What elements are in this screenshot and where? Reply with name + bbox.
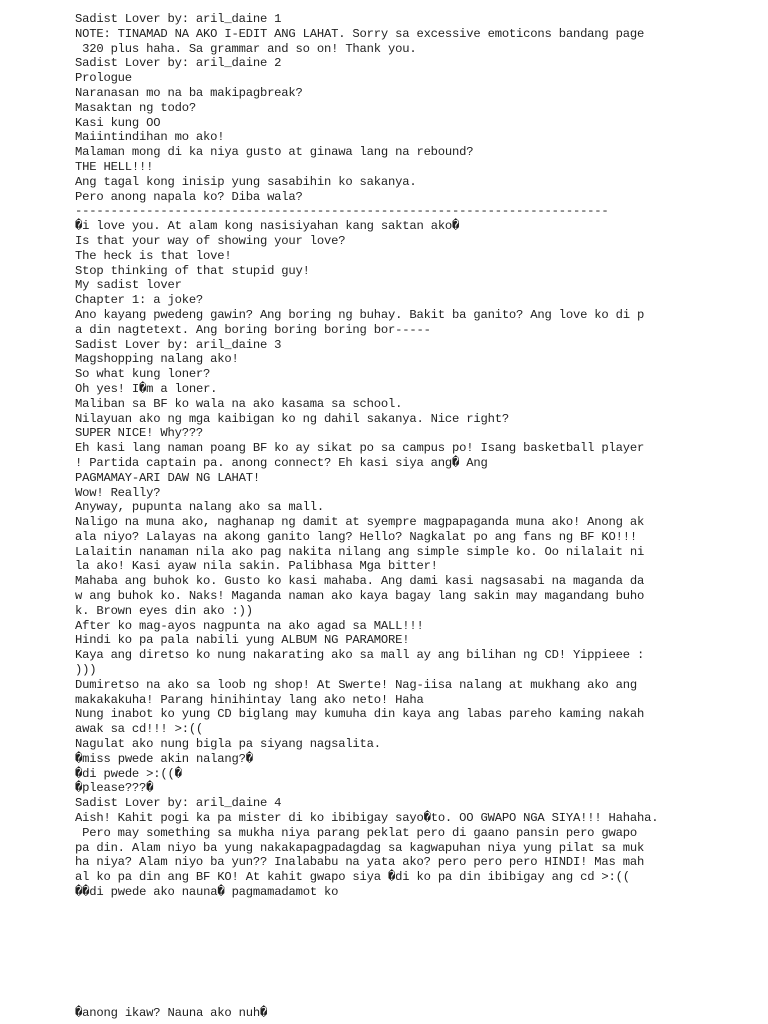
document-line: 320 plus haha. Sa grammar and so on! Thank you. [75, 41, 417, 56]
document-line: Pero may something sa mukha niya parang peklat pero di gaano pansin pero gwapo [75, 825, 637, 840]
document-line: Maiintindihan mo ako! [75, 130, 225, 145]
document-line: Sadist Lover by: aril_daine 2 [75, 56, 282, 71]
document-line: ))) [75, 663, 97, 678]
document-line: Hindi ko pa pala nabili yung ALBUM NG PARAMORE! [75, 633, 410, 648]
document-line: The heck is that love! [75, 248, 232, 263]
document-line: Nung inabot ko yung CD biglang may kumuha din kaya ang labas pareho kaming nakah [75, 707, 645, 722]
document-line: Is that your way of showing your love? [75, 233, 346, 248]
document-line: makakakuha! Parang hinihintay lang ako neto! Haha [75, 692, 424, 707]
document-line: Masaktan ng todo? [75, 100, 196, 115]
document-line: So what kung loner? [75, 367, 211, 382]
document-line: Kaya ang diretso ko nung nakarating ako sa mall ay ang bilihan ng CD! Yippieee : [75, 648, 645, 663]
document-line: Stop thinking of that stupid guy! [75, 263, 310, 278]
document-line: Ano kayang pwedeng gawin? Ang boring ng buhay. Bakit ba ganito? Ang love ko di p [75, 307, 645, 322]
document-line: Chapter 1: a joke? [75, 293, 204, 308]
document-line: a din nagtetext. Ang boring boring boring bor----- [75, 322, 431, 337]
document-line: �i love you. At alam kong nasisiyahan kang saktan ako� [75, 219, 460, 234]
document-line: Maliban sa BF ko wala na ako kasama sa school. [75, 396, 403, 411]
document-line: Nagulat ako nung bigla pa siyang nagsalita. [75, 737, 381, 752]
document-line: ha niya? Alam niyo ba yun?? Inalababu na yata ako? pero pero pero HINDI! Mas mah [75, 855, 645, 870]
document-line: Naranasan mo na ba makipagbreak? [75, 85, 303, 100]
document-line: Kasi kung OO [75, 115, 161, 130]
document-line: Sadist Lover by: aril_daine 4 [75, 796, 282, 811]
document-line: Mahaba ang buhok ko. Gusto ko kasi mahaba. Ang dami kasi nagsasabi na maganda da [75, 574, 645, 589]
document-line: My sadist lover [75, 278, 182, 293]
document-line: la ako! Kasi ayaw nila sakin. Palibhasa Mga bitter! [75, 559, 438, 574]
document-line: Lalaitin nanaman nila ako pag nakita nilang ang simple simple ko. Oo nilalait ni [75, 544, 645, 559]
document-line: Magshopping nalang ako! [75, 352, 239, 367]
document-line: al ko pa din ang BF KO! At kahit gwapo siya �di ko pa din ibibigay ang cd >:(( [75, 870, 630, 885]
document-line: Nilayuan ako ng mga kaibigan ko ng dahil sakanya. Nice right? [75, 411, 509, 426]
document-line: SUPER NICE! Why??? [75, 426, 204, 441]
document-line: Eh kasi lang naman poang BF ko ay sikat po sa campus po! Isang basketball player [75, 441, 645, 456]
document-line: �di pwede >:((� [75, 766, 182, 781]
document-line: Aish! Kahit pogi ka pa mister di ko ibibigay sayo�to. OO GWAPO NGA SIYA!!! Hahaha. [75, 811, 659, 826]
document-line-last: �anong ikaw? Nauna ako nuh� [75, 1006, 268, 1020]
document-line: Oh yes! I�m a loner. [75, 381, 218, 396]
document-line: Sadist Lover by: aril_daine 1 [75, 12, 282, 26]
document-line: After ko mag-ayos nagpunta na ako agad sa MALL!!! [75, 618, 424, 633]
document-line: Ang tagal kong inisip yung sasabihin ko sakanya. [75, 174, 417, 189]
document-line: ! Partida captain pa. anong connect? Eh kasi siya ang� Ang [75, 455, 488, 470]
document-line: ala niyo? Lalayas na akong ganito lang? Hello? Nagkalat po ang fans ng BF KO!!! [75, 529, 637, 544]
document-line: Prologue [75, 71, 132, 86]
document-line: Naligo na muna ako, naghanap ng damit at syempre magpapaganda muna ako! Anong ak [75, 515, 645, 530]
document-line: Pero anong napala ko? Diba wala? [75, 189, 303, 204]
document-line: �miss pwede akin nalang?� [75, 751, 253, 766]
document-line: ��di pwede ako nauna� pagmamadamot ko [75, 885, 339, 900]
document-line: --------------------------------------------------------------------------- [75, 204, 609, 219]
document-line: Malaman mong di ka niya gusto at ginawa lang na rebound? [75, 145, 474, 160]
document-line: THE HELL!!! [75, 159, 154, 174]
document-line: Anyway, pupunta nalang ako sa mall. [75, 500, 324, 515]
document-line: pa din. Alam niyo ba yung nakakapagpadagdag sa kagwapuhan niya yung pilat sa muk [75, 840, 645, 855]
document-line: NOTE: TINAMAD NA AKO I-EDIT ANG LAHAT. Sorry sa excessive emoticons bandang page [75, 26, 645, 41]
document-line: Sadist Lover by: aril_daine 3 [75, 337, 282, 352]
document-line: �please???� [75, 781, 154, 796]
document-line: w ang buhok ko. Naks! Maganda naman ako kaya bagay lang sakin may magandang buho [75, 589, 645, 604]
document-line: k. Brown eyes din ako :)) [75, 603, 253, 618]
document-line: Dumiretso na ako sa loob ng shop! At Swerte! Nag-iisa nalang at mukhang ako ang [75, 677, 637, 692]
document-line: PAGMAMAY-ARI DAW NG LAHAT! [75, 470, 260, 485]
document-line: awak sa cd!!! >:(( [75, 722, 204, 737]
document-text [75, 12, 765, 900]
document-line: Wow! Really? [75, 485, 161, 500]
